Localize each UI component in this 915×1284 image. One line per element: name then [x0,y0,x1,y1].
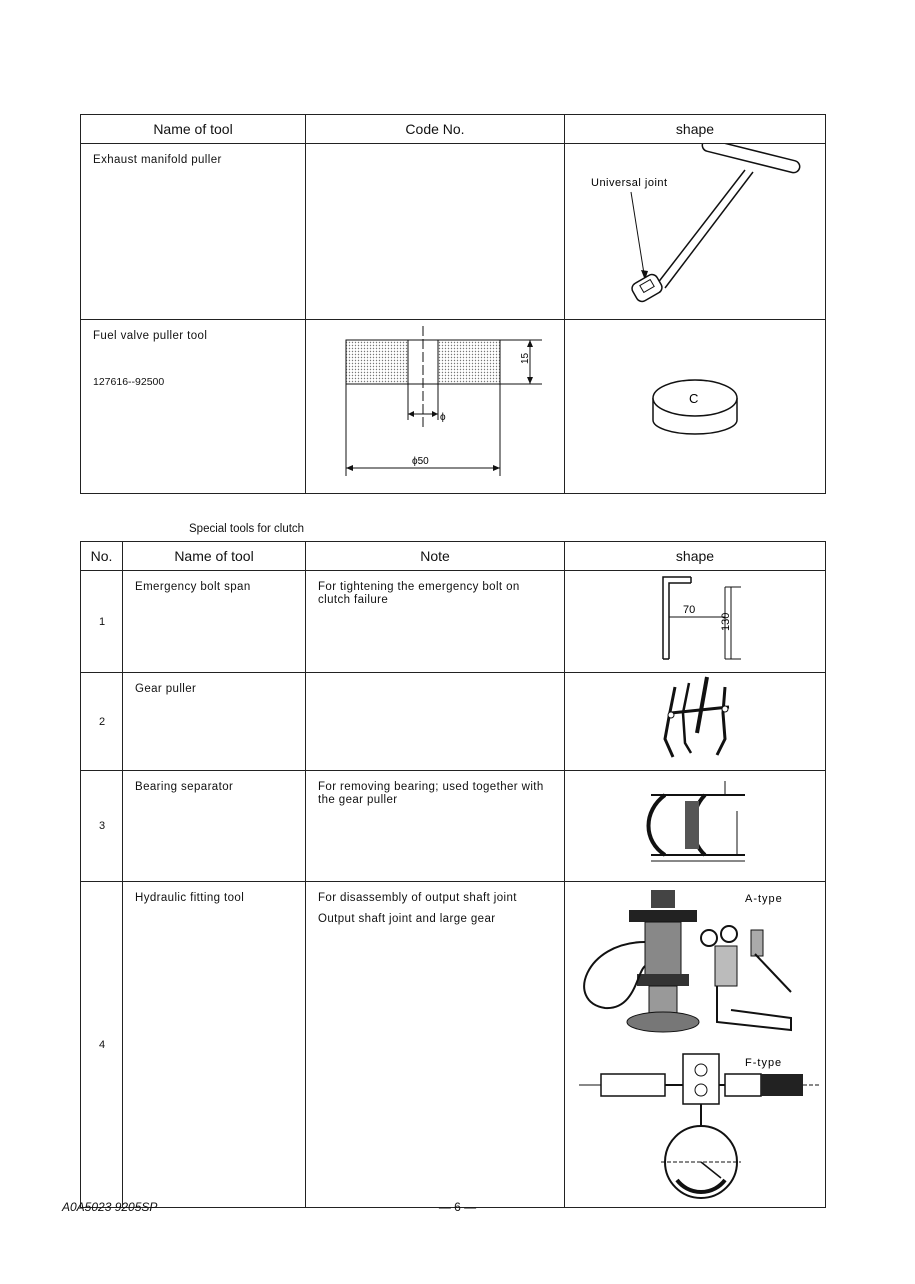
tool-name-cell [81,320,306,494]
dimension-70: 70 [683,604,696,616]
bearing-separator-drawing [565,771,823,876]
table-row [81,882,826,1208]
shape-cell [565,571,826,673]
inner-diameter-label: ϕ [440,412,446,423]
gear-puller-drawing [565,673,823,765]
clutch-table-header [81,542,826,571]
tools-table-header [81,115,826,144]
tool-name: Emergency bolt span [123,571,306,673]
table-row [81,144,826,320]
code-cell [306,144,565,320]
document-code: A0A5023 9205SP [62,1200,158,1214]
page-number: — 6 — [438,1200,477,1214]
outer-diameter-label: ϕ50 [412,456,429,467]
row-number: 3 [81,771,123,882]
shape-cell [565,882,826,1208]
tool-name: Hydraulic fitting tool [123,882,306,1208]
universal-joint-label: Universal joint [591,177,668,189]
tool-name: Exhaust manifold puller [93,154,222,166]
header-name-of-tool: Name of tool [81,115,306,144]
row-number: 4 [81,882,123,1208]
shape-letter: C [689,391,699,406]
tool-name-cell [81,144,306,320]
tool-note [306,673,565,771]
shape-cell [565,320,826,494]
height-label: 15 [520,352,531,364]
table-row [81,320,826,494]
tool-note: For tightening the emergency bolt on clutch failure [306,571,565,673]
row-number: 2 [81,673,123,771]
tool-note-cell [306,882,565,1208]
table-row [81,673,826,771]
header-code-no: Code No. [306,115,565,144]
shape-cell [565,144,826,320]
code-cell [306,320,565,494]
header-name-of-tool: Name of tool [123,542,306,571]
a-type-label: A-type [745,893,783,905]
dimension-130: 130 [720,612,732,631]
shape-cell [565,771,826,882]
fuel-valve-puller-drawing [565,320,823,488]
tool-name: Bearing separator [123,771,306,882]
tool-name: Fuel valve puller tool [93,330,208,342]
hydraulic-fitting-tool-drawing [565,882,823,1202]
table-row [81,771,826,882]
shape-cell [565,673,826,771]
clutch-tools-table [80,541,826,1208]
tool-note: For removing bearing; used together with the gear puller [306,771,565,882]
f-type-label: F-type [745,1057,783,1069]
emergency-bolt-span-drawing [565,571,823,667]
tools-table [80,114,826,494]
header-shape: shape [565,542,826,571]
header-shape: shape [565,115,826,144]
tool-name: Gear puller [123,673,306,771]
header-note: Note [306,542,565,571]
table-row [81,571,826,673]
fuel-valve-puller-dimension-drawing [306,320,564,488]
clutch-section-caption: Special tools for clutch [189,523,305,535]
tool-note-secondary: Output shaft joint and large gear [318,913,496,925]
header-no: No. [81,542,123,571]
tool-note: For disassembly of output shaft joint [318,892,517,904]
exhaust-manifold-puller-drawing [565,144,823,314]
row-number: 1 [81,571,123,673]
tool-code: 127616--92500 [93,376,165,388]
